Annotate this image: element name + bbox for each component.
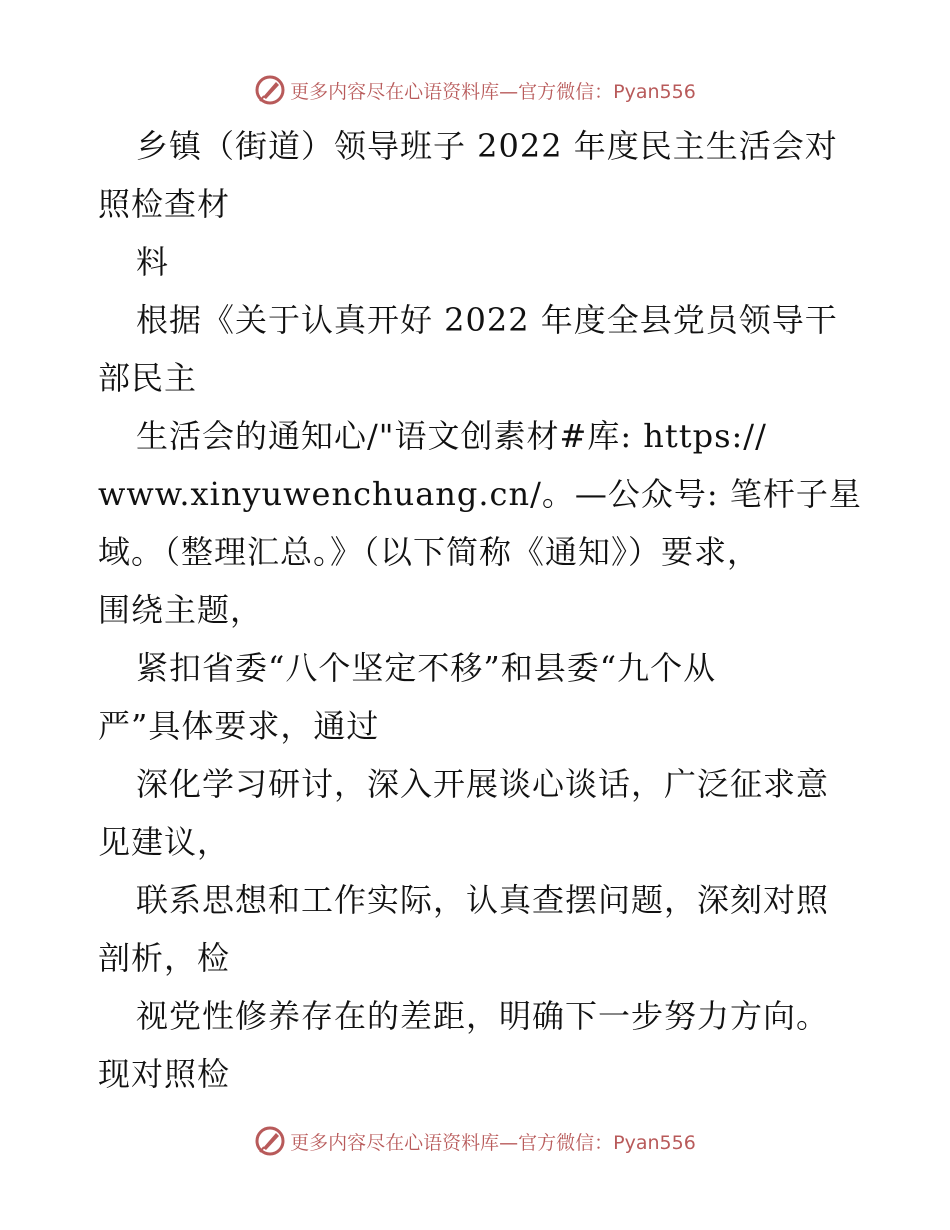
text-line: 联系思想和工作实际，认真查摆问题，深刻对照 <box>136 881 830 919</box>
text-line: 料 <box>136 243 170 281</box>
quill-logo-icon <box>254 1125 286 1157</box>
text-line: www.xinyuwenchuang.cn/。—公众号: 笔杆子星 <box>98 475 862 513</box>
header-watermark <box>0 70 950 110</box>
text-line: 照检查材 <box>98 185 231 223</box>
text-line: 见建议， <box>98 823 231 861</box>
text-line: 深化学习研讨，深入开展谈心谈话，广泛征求意 <box>136 765 830 803</box>
watermark-text: 更多内容尽在心语资料库—官方微信：Pyan556 <box>290 1131 696 1154</box>
text-line: 生活会的通知心/"语文创素材#库: https:// <box>136 417 767 455</box>
text-line: 现对照检 <box>98 1055 231 1093</box>
text-line: 紧扣省委“八个坚定不移”和县委“九个从 <box>136 649 717 687</box>
text-line: 剖析，检 <box>98 939 231 977</box>
text-line: 根据《关于认真开好 2022 年度全县党员领导干 <box>136 301 838 339</box>
text-line: 围绕主题， <box>98 591 264 629</box>
quill-logo-icon <box>254 74 286 106</box>
text-line: 部民主 <box>98 359 198 397</box>
text-line: 视党性修养存在的差距，明确下一步努力方向。 <box>136 997 830 1035</box>
text-line: 域。（整理汇总。》（以下简称《通知》）要求， <box>98 533 761 571</box>
text-line: 严”具体要求，通过 <box>98 707 380 745</box>
footer-watermark <box>0 1121 950 1161</box>
text-line: 乡镇（街道）领导班子 2022 年度民主生活会对 <box>136 127 838 165</box>
watermark-text: 更多内容尽在心语资料库—官方微信：Pyan556 <box>290 80 696 103</box>
